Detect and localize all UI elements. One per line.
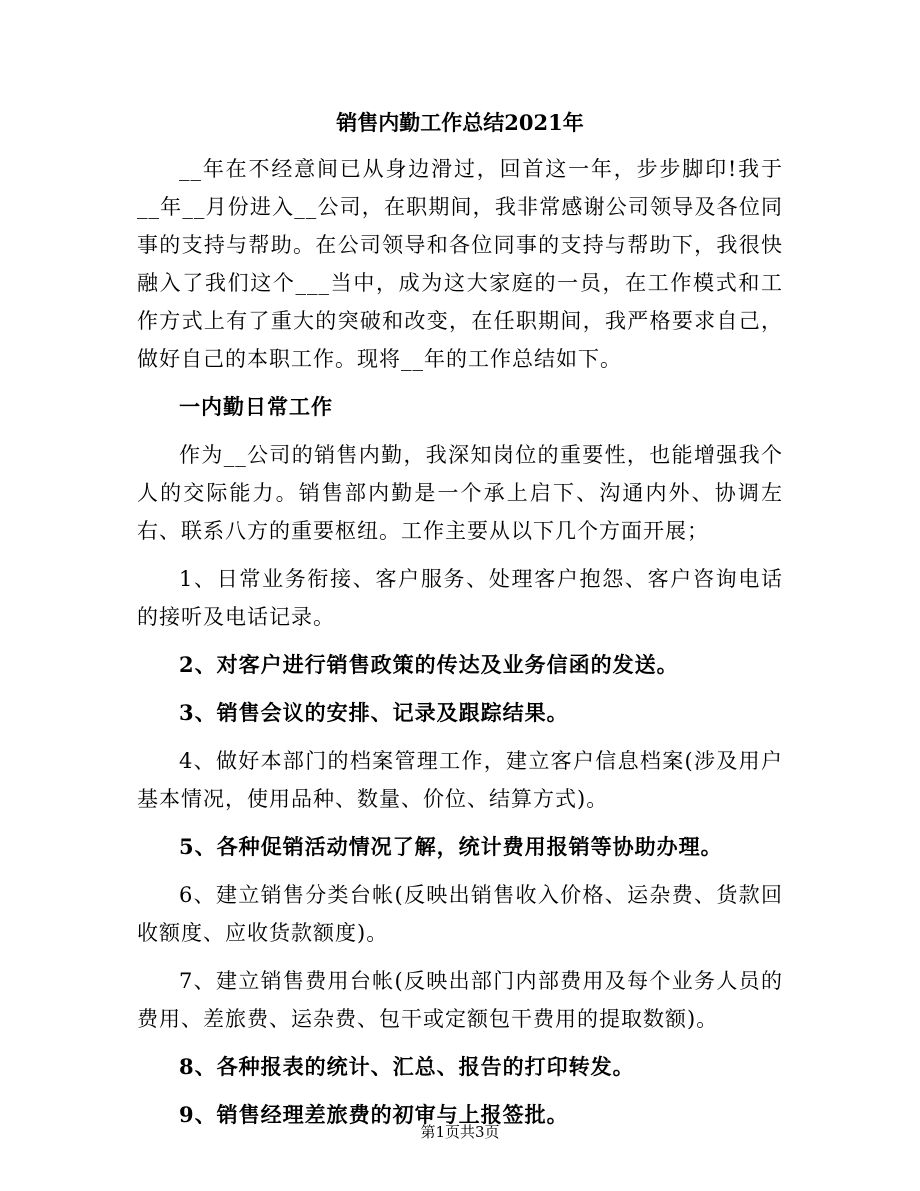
list-item-6: 6、建立销售分类台帐(反映出销售收入价格、运杂费、货款回收额度、应收货款额度)。 bbox=[137, 883, 783, 945]
section-intro-paragraph: 作为__公司的销售内勤，我深知岗位的重要性，也能增强我个人的交际能力。销售部内勤是一个承上启下、沟通内外、协调左右、联系八方的重要枢纽。工作主要从以下几个方面开展； bbox=[137, 443, 783, 543]
document-title: 销售内勤工作总结2021年 bbox=[336, 110, 584, 135]
list-item-8: 8、各种报表的统计、汇总、报告的打印转发。 bbox=[179, 1054, 635, 1079]
list-item-3: 3、销售会议的安排、记录及跟踪结果。 bbox=[179, 700, 569, 725]
section-heading: 一内勤日常工作 bbox=[179, 394, 333, 419]
intro-paragraph: __年在不经意间已从身边滑过，回首这一年，步步脚印!我于__年__月份进入__公司，在职期间，我非常感谢公司领导及各位同事的支持与帮助。在公司领导和各位同事的支持与帮助下，我很快融入了我们这个___当中，成为这大家庭的一员，在工作模式和工作方式上有了重大的突破和改变，在任职期间，我严格要求自己，做好自己的本职工作。现将__年的工作总结如下。 bbox=[137, 157, 783, 371]
list-item-5: 5、各种促销活动情况了解，统计费用报销等协助办理。 bbox=[179, 834, 723, 859]
list-item-7: 7、建立销售费用台帐(反映出部门内部费用及每个业务人员的费用、差旅费、运杂费、包干或定额包干费用的提取数额)。 bbox=[137, 969, 783, 1031]
document-body bbox=[137, 150, 783, 1144]
list-item-9: 9、销售经理差旅费的初审与上报签批。 bbox=[179, 1102, 569, 1127]
list-item-1: 1、日常业务衔接、客户服务、处理客户抱怨、客户咨询电话的接听及电话记录。 bbox=[137, 567, 783, 629]
list-item-2: 2、对客户进行销售政策的传达及业务信函的发送。 bbox=[179, 652, 679, 677]
list-item-4: 4、做好本部门的档案管理工作，建立客户信息档案(涉及用户基本情况，使用品种、数量、价位、结算方式)。 bbox=[137, 749, 783, 811]
page-number-footer: 第1页共3页 bbox=[420, 1123, 500, 1141]
